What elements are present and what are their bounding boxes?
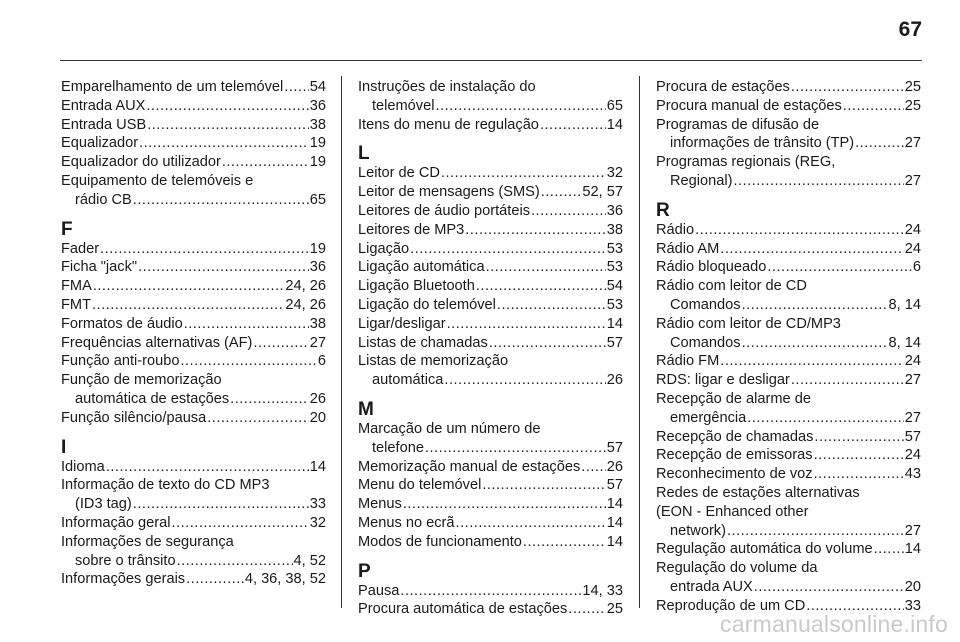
- entry-page-numbers: 65: [309, 191, 326, 208]
- entry-page-numbers: 27: [904, 172, 921, 189]
- index-entry: [358, 514, 623, 533]
- index-entry: [358, 533, 623, 552]
- entry-term: (EON - Enhanced other: [656, 503, 809, 520]
- index-entry: [61, 570, 326, 589]
- entry-term: (ID3 tag): [75, 496, 132, 513]
- dot-leader: [230, 390, 309, 409]
- dot-leader: [186, 570, 244, 589]
- dot-leader: [400, 582, 581, 601]
- entry-page-numbers: 36: [606, 202, 623, 219]
- index-entry: [61, 514, 326, 533]
- dot-leader: [435, 97, 605, 116]
- entry-term: Programas regionais (REG,: [656, 154, 836, 171]
- dot-leader: [138, 258, 309, 277]
- entry-page-numbers: 33: [309, 496, 326, 513]
- entry-term: Menus no ecrã: [358, 514, 455, 531]
- entry-term: entrada AUX: [670, 578, 753, 595]
- entry-term: Informações de segurança: [61, 533, 234, 550]
- index-entry: [358, 334, 623, 353]
- dot-leader: [874, 540, 904, 559]
- column-separator: [639, 76, 640, 608]
- index-entry: [358, 116, 623, 135]
- index-entry: [656, 446, 921, 465]
- dot-leader: [207, 409, 309, 428]
- entry-page-numbers: 14: [309, 458, 326, 475]
- index-entry: [61, 352, 326, 371]
- entry-term: Rádio FM: [656, 353, 720, 370]
- index-entry: [656, 484, 921, 540]
- entry-page-numbers: 33: [904, 597, 921, 614]
- entry-page-numbers: 25: [904, 79, 921, 95]
- dot-leader: [222, 153, 309, 172]
- entry-term: Menu do telemóvel: [358, 477, 482, 494]
- entry-term: automática de estações: [75, 390, 230, 407]
- entry-term: Equipamento de telemóveis e: [61, 172, 254, 189]
- index-entry: [656, 258, 921, 277]
- dot-leader: [253, 334, 308, 353]
- entry-term: Informações gerais: [61, 571, 186, 588]
- entry-term: Menus: [358, 496, 402, 513]
- index-entry: [656, 371, 921, 390]
- entry-term: rádio CB: [75, 191, 132, 208]
- dot-leader: [447, 315, 606, 334]
- dot-leader: [814, 428, 903, 447]
- index-entry: [358, 240, 623, 259]
- entry-term: informações de trânsito (TP): [670, 135, 855, 152]
- index-entry: [656, 390, 921, 428]
- dot-leader: [742, 296, 888, 315]
- entry-term: Leitor de mensagens (SMS): [358, 184, 540, 201]
- entry-term: Ligação do telemóvel: [358, 296, 496, 313]
- entry-page-numbers: 8, 14: [888, 296, 921, 313]
- index-entry: [61, 277, 326, 296]
- index-entry: [61, 371, 326, 409]
- entry-term: Regulação do volume da: [656, 560, 818, 577]
- entry-term: FMT: [61, 296, 91, 313]
- entry-page-numbers: 14: [606, 315, 623, 332]
- entry-page-numbers: 57: [606, 477, 623, 494]
- dot-leader: [482, 476, 605, 495]
- index-entry: [358, 258, 623, 277]
- dot-leader: [791, 78, 904, 97]
- entry-term: Modos de funcionamento: [358, 533, 522, 550]
- entry-page-numbers: 27: [904, 409, 921, 426]
- entry-page-numbers: 25: [904, 97, 921, 114]
- index-entry: [61, 172, 326, 210]
- entry-term: Ficha "jack": [61, 259, 138, 276]
- entry-page-numbers: 8, 14: [888, 334, 921, 351]
- dot-leader: [720, 240, 903, 259]
- entry-term: Formatos de áudio: [61, 315, 183, 332]
- entry-page-numbers: 14: [606, 533, 623, 550]
- index-entry: [61, 134, 326, 153]
- dot-leader: [814, 465, 904, 484]
- entry-page-numbers: 38: [606, 221, 623, 238]
- entry-page-numbers: 32: [606, 165, 623, 182]
- entry-page-numbers: 24, 26: [285, 296, 326, 313]
- page-number: 67: [898, 18, 922, 41]
- section-letter: F: [61, 218, 73, 240]
- section-letter: M: [358, 398, 374, 420]
- entry-term: RDS: ligar e desligar: [656, 372, 790, 389]
- entry-page-numbers: 19: [309, 135, 326, 152]
- index-entry: [358, 78, 623, 116]
- index-entry: [61, 476, 326, 514]
- index-entry: [61, 258, 326, 277]
- entry-term: Rádio com leitor de CD/MP3: [656, 315, 841, 332]
- entry-page-numbers: 26: [606, 372, 623, 389]
- index-entry: [656, 221, 921, 240]
- dot-leader: [581, 458, 606, 477]
- entry-term: Programas de difusão de: [656, 116, 820, 133]
- index-entry: [358, 600, 623, 619]
- entry-page-numbers: 57: [904, 428, 921, 445]
- dot-leader: [172, 514, 309, 533]
- entry-term: Rádio: [656, 221, 695, 238]
- entry-term: Comandos: [670, 334, 741, 351]
- index-entry: [656, 352, 921, 371]
- index-entry: [656, 277, 921, 315]
- dot-leader: [133, 495, 309, 514]
- index-entry: [656, 465, 921, 484]
- entry-page-numbers: 57: [606, 334, 623, 351]
- index-entry: [358, 476, 623, 495]
- entry-term: telefone: [372, 439, 424, 456]
- entry-page-numbers: 14: [904, 541, 921, 558]
- entry-term: Entrada USB: [61, 116, 147, 133]
- entry-term: Frequências alternativas (AF): [61, 334, 253, 351]
- index-entry: [61, 97, 326, 116]
- index-entry: [358, 221, 623, 240]
- entry-term: Instruções de instalação do: [358, 79, 536, 95]
- entry-term: Recepção de emissoras: [656, 447, 813, 464]
- dot-leader: [523, 533, 606, 552]
- entry-page-numbers: 38: [309, 116, 326, 133]
- entry-term: Rádio AM: [656, 240, 720, 257]
- dot-leader: [727, 522, 904, 541]
- entry-term: Leitor de CD: [358, 165, 440, 182]
- entry-term: Marcação de um número de: [358, 420, 541, 437]
- index-entry: [358, 164, 623, 183]
- index-column-2: [358, 78, 623, 618]
- entry-term: Itens do menu de regulação: [358, 116, 539, 133]
- dot-leader: [100, 240, 309, 259]
- entry-term: Rádio bloqueado: [656, 259, 767, 276]
- index-column-3: [656, 78, 921, 614]
- entry-page-numbers: 6: [317, 353, 326, 370]
- entry-page-numbers: 24, 26: [285, 278, 326, 295]
- dot-leader: [476, 277, 606, 296]
- dot-leader: [540, 116, 606, 135]
- entry-term: Comandos: [670, 296, 741, 313]
- dot-leader: [184, 315, 309, 334]
- index-entry: [358, 420, 623, 458]
- entry-term: Procura automática de estações: [358, 601, 568, 618]
- watermark-text: carmanualsonline.info: [720, 611, 948, 637]
- entry-page-numbers: 24: [904, 240, 921, 257]
- dot-leader: [465, 221, 605, 240]
- dot-leader: [93, 277, 285, 296]
- dot-leader: [791, 371, 904, 390]
- entry-page-numbers: 53: [606, 240, 623, 257]
- entry-term: Ligação: [358, 240, 410, 257]
- dot-leader: [720, 352, 904, 371]
- index-entry: [656, 78, 921, 97]
- entry-page-numbers: 14: [606, 496, 623, 513]
- entry-term: Reconhecimento de voz: [656, 466, 813, 483]
- index-entry: [61, 533, 326, 571]
- dot-leader: [410, 240, 606, 259]
- dot-leader: [106, 458, 309, 477]
- entry-term: Pausa: [358, 582, 400, 599]
- entry-page-numbers: 36: [309, 259, 326, 276]
- entry-term: Equalizador: [61, 135, 139, 152]
- entry-term: Função de memorização: [61, 372, 222, 389]
- entry-term: Leitores de MP3: [358, 221, 465, 238]
- entry-page-numbers: 19: [309, 154, 326, 171]
- entry-page-numbers: 57: [606, 439, 623, 456]
- entry-term: Listas de memorização: [358, 353, 509, 370]
- dot-leader: [855, 134, 904, 153]
- entry-term: Regional): [670, 172, 733, 189]
- dot-leader: [541, 183, 582, 202]
- entry-page-numbers: 14: [606, 116, 623, 133]
- entry-page-numbers: 36: [309, 97, 326, 114]
- index-entry: [358, 202, 623, 221]
- entry-term: telemóvel: [372, 97, 435, 114]
- entry-page-numbers: 53: [606, 296, 623, 313]
- entry-page-numbers: 4, 52: [293, 552, 326, 569]
- dot-leader: [284, 78, 309, 97]
- index-entry: [61, 116, 326, 135]
- index-entry: [358, 458, 623, 477]
- dot-leader: [147, 116, 309, 135]
- entry-term: Recepção de chamadas: [656, 428, 814, 445]
- index-entry: [656, 153, 921, 191]
- entry-page-numbers: 20: [309, 409, 326, 426]
- dot-leader: [403, 495, 606, 514]
- index-entry: [61, 409, 326, 428]
- entry-term: Procura de estações: [656, 79, 790, 95]
- dot-leader: [92, 296, 284, 315]
- index-entry: [656, 97, 921, 116]
- index-entry: [61, 78, 326, 97]
- dot-leader: [177, 552, 293, 571]
- section-letter: R: [656, 199, 670, 221]
- section-letter: P: [358, 560, 371, 582]
- index-entry: [358, 582, 623, 601]
- entry-term: emergência: [670, 409, 747, 426]
- entry-page-numbers: 14, 33: [582, 582, 623, 599]
- dot-leader: [814, 446, 904, 465]
- index-entry: [656, 428, 921, 447]
- entry-term: Ligação automática: [358, 259, 485, 276]
- dot-leader: [568, 600, 605, 619]
- entry-page-numbers: 6: [912, 259, 921, 276]
- entry-page-numbers: 54: [606, 278, 623, 295]
- dot-leader: [695, 221, 904, 240]
- entry-page-numbers: 24: [904, 353, 921, 370]
- dot-leader: [425, 439, 606, 458]
- index-entry: [61, 458, 326, 477]
- entry-page-numbers: 38: [309, 315, 326, 332]
- entry-term: Procura manual de estações: [656, 97, 842, 114]
- entry-term: FMA: [61, 278, 92, 295]
- entry-term: Informação geral: [61, 514, 171, 531]
- entry-page-numbers: 53: [606, 259, 623, 276]
- entry-term: Rádio com leitor de CD: [656, 278, 807, 295]
- entry-term: network): [670, 522, 726, 539]
- index-entry: [656, 240, 921, 259]
- entry-page-numbers: 27: [904, 372, 921, 389]
- entry-page-numbers: 25: [606, 601, 623, 618]
- entry-term: Ligação Bluetooth: [358, 278, 475, 295]
- dot-leader: [733, 172, 903, 191]
- entry-term: Memorização manual de estações: [358, 458, 581, 475]
- dot-leader: [180, 352, 316, 371]
- dot-leader: [843, 97, 904, 116]
- entry-term: Regulação automática do volume: [656, 541, 873, 558]
- dot-leader: [531, 202, 606, 221]
- entry-term: Listas de chamadas: [358, 334, 488, 351]
- dot-leader: [456, 514, 606, 533]
- dot-leader: [742, 334, 888, 353]
- index-entry: [358, 183, 623, 202]
- header-rule: [60, 60, 922, 61]
- dot-leader: [486, 258, 606, 277]
- entry-term: Emparelhamento de um telemóvel: [61, 79, 284, 95]
- entry-page-numbers: 54: [309, 79, 326, 95]
- entry-page-numbers: 20: [904, 578, 921, 595]
- index-entry: [358, 315, 623, 334]
- index-entry: [656, 315, 921, 353]
- index-entry: [61, 334, 326, 353]
- dot-leader: [767, 258, 912, 277]
- dot-leader: [139, 134, 309, 153]
- entry-page-numbers: 65: [606, 97, 623, 114]
- index-entry: [358, 495, 623, 514]
- entry-page-numbers: 27: [904, 135, 921, 152]
- entry-term: Entrada AUX: [61, 97, 146, 114]
- section-letter: I: [61, 436, 67, 458]
- dot-leader: [489, 334, 606, 353]
- entry-term: Equalizador do utilizador: [61, 154, 221, 171]
- index-entry: [656, 559, 921, 597]
- dot-leader: [133, 191, 309, 210]
- index-column-1: [61, 78, 326, 608]
- entry-page-numbers: 26: [309, 390, 326, 407]
- entry-page-numbers: 24: [904, 447, 921, 464]
- entry-page-numbers: 43: [904, 466, 921, 483]
- entry-term: Informação de texto do CD MP3: [61, 477, 270, 494]
- entry-term: Leitores de áudio portáteis: [358, 202, 530, 219]
- index-entry: [656, 540, 921, 559]
- index-entry: [61, 240, 326, 259]
- entry-term: Função anti-roubo: [61, 353, 180, 370]
- entry-term: automática: [372, 372, 444, 389]
- column-separator: [341, 76, 342, 608]
- dot-leader: [146, 97, 308, 116]
- entry-page-numbers: 32: [309, 514, 326, 531]
- index-entry: [358, 277, 623, 296]
- index-entry: [61, 296, 326, 315]
- entry-page-numbers: 19: [309, 240, 326, 257]
- index-entry: [656, 116, 921, 154]
- entry-page-numbers: 52, 57: [582, 184, 623, 201]
- entry-term: Idioma: [61, 458, 105, 475]
- index-entry: [358, 296, 623, 315]
- entry-page-numbers: 27: [904, 522, 921, 539]
- entry-term: Função silêncio/pausa: [61, 409, 207, 426]
- dot-leader: [441, 164, 606, 183]
- entry-term: Fader: [61, 240, 100, 257]
- dot-leader: [497, 296, 606, 315]
- entry-page-numbers: 4, 36, 38, 52: [244, 571, 326, 588]
- entry-term: sobre o trânsito: [75, 552, 176, 569]
- index-entry: [358, 352, 623, 390]
- section-letter: L: [358, 143, 370, 165]
- entry-term: Ligar/desligar: [358, 315, 446, 332]
- entry-page-numbers: 27: [309, 334, 326, 351]
- entry-term: Recepção de alarme de: [656, 390, 811, 407]
- entry-page-numbers: 14: [606, 514, 623, 531]
- entry-page-numbers: 24: [904, 221, 921, 238]
- dot-leader: [754, 578, 904, 597]
- dot-leader: [747, 409, 904, 428]
- entry-term: Reprodução de um CD: [656, 597, 806, 614]
- index-entry: [61, 315, 326, 334]
- index-entry: [61, 153, 326, 172]
- dot-leader: [444, 371, 605, 390]
- entry-page-numbers: 26: [606, 458, 623, 475]
- entry-term: Redes de estações alternativas: [656, 484, 860, 501]
